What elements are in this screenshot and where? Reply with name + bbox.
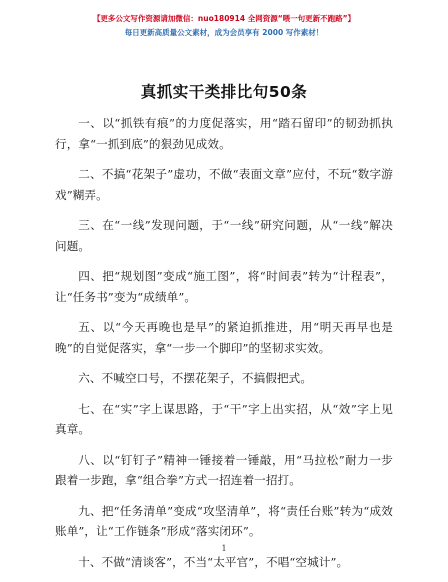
paragraph-5: 五、以“今天再晚也是早”的紧迫抓推进，用“明天再早也是晚”的自觉促落实，拿“一步一个脚印”的坚韧求实效。 bbox=[55, 320, 393, 355]
page-number: 1 bbox=[221, 544, 227, 553]
paragraph-7: 七、在“实”字上谋思路，于“干”字上出实招，从“效”字上见真章。 bbox=[55, 401, 393, 436]
paragraph-6: 六、不喊空口号，不摆花架子，不搞假把式。 bbox=[78, 371, 313, 385]
paragraph-8: 八、以“钉钉子”精神一锤接着一锤敲，用“马拉松”耐力一步跟着一步跑，拿“组合拳”方式一招连着一招打。 bbox=[55, 452, 393, 487]
paragraph-9: 九、把“任务清单”变成“攻坚清单”，将“责任台账”转为“成效账单”，让“工作链条”形成“落实闭环”。 bbox=[55, 503, 393, 538]
promo-line-1: 【更多公文写作资源请加微信：nuo180914 全网资源“喂一句更新不跑路”】 bbox=[92, 14, 356, 23]
paragraph-1: 一、以“抓铁有痕”的力度促落实，用“踏石留印”的韧劲抓执行，拿“一抓到底”的狠劲见成效。 bbox=[55, 116, 393, 151]
paragraph-3: 三、在“一线”发现问题，于“一线”研究问题，从“一线”解决问题。 bbox=[55, 218, 393, 253]
promo-line-2: 每日更新高质量公文素材，成为会员享有 2000 写作素材！ bbox=[124, 28, 324, 37]
paragraph-2: 二、不搞“花架子”虚功，不做“表面文章”应付，不玩“数字游戏”糊弄。 bbox=[55, 167, 393, 202]
paragraph-10: 十、不做“清谈客”，不当“太平官”，不唱“空城计”。 bbox=[78, 554, 349, 569]
document-body bbox=[55, 113, 393, 582]
promo-header bbox=[0, 12, 448, 39]
paragraph-4: 四、把“规划图”变成“施工图”，将“时间表”转为“计程表”，让“任务书”变为“成绩单”。 bbox=[55, 269, 393, 304]
document-title: 真抓实干类排比句50条 bbox=[140, 83, 308, 101]
